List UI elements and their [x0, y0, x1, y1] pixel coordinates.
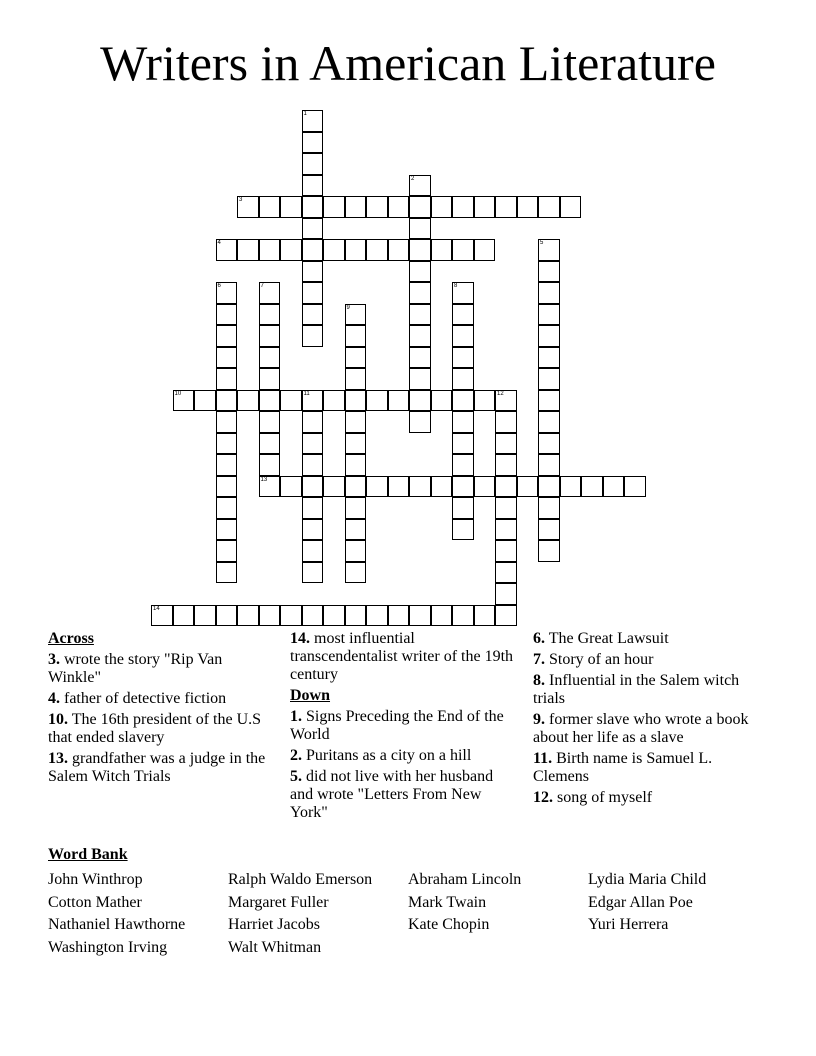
grid-cell[interactable] [259, 304, 281, 326]
grid-cell[interactable] [431, 196, 453, 218]
clue-number: 12. [533, 789, 553, 806]
clue-down-6 [533, 630, 758, 648]
word-bank-item: Harriet Jacobs [228, 916, 320, 933]
grid-cell[interactable] [409, 390, 431, 412]
word-bank-item: Edgar Allan Poe [588, 893, 693, 911]
cell-number: 7 [260, 283, 264, 289]
grid-cell[interactable] [409, 605, 431, 627]
grid-cell[interactable] [366, 196, 388, 218]
grid-cell[interactable] [302, 304, 324, 326]
clue-down-5 [290, 768, 515, 822]
grid-cell[interactable] [216, 605, 238, 627]
grid-cell[interactable] [431, 390, 453, 412]
grid-cell[interactable] [237, 390, 259, 412]
grid-cell[interactable] [409, 175, 431, 197]
grid-cell[interactable] [452, 519, 474, 541]
cell-number: 6 [217, 283, 221, 289]
grid-cell[interactable] [431, 605, 453, 627]
grid-cell[interactable] [452, 239, 474, 261]
grid-cell[interactable] [538, 304, 560, 326]
cell-number: 9 [346, 304, 350, 311]
grid-cell[interactable] [452, 476, 474, 498]
grid-cell[interactable] [538, 368, 560, 390]
clue-down-2 [290, 747, 515, 765]
grid-cell[interactable] [216, 239, 238, 261]
grid-cell[interactable] [581, 476, 603, 498]
grid-cell[interactable] [302, 476, 324, 498]
grid-cell[interactable] [560, 476, 582, 498]
grid-cell[interactable] [538, 433, 560, 455]
grid-cell[interactable] [302, 239, 324, 261]
clue-across-4 [48, 690, 268, 708]
word-bank-item: Abraham Lincoln [408, 871, 522, 888]
word-bank-column-2 [228, 869, 372, 959]
grid-cell[interactable] [302, 562, 324, 584]
clue-number: 14. [290, 630, 310, 647]
grid-cell[interactable] [345, 540, 367, 562]
clue-text: did not live with her husband and wrote "Letters From New York" [290, 768, 494, 821]
grid-cell[interactable] [259, 605, 281, 627]
clue-text: The 16th president of the U.S that ended slavery [48, 711, 262, 746]
grid-cell[interactable] [474, 605, 496, 627]
grid-cell[interactable] [452, 433, 474, 455]
cell-number: 2 [411, 175, 415, 182]
grid-cell[interactable] [538, 540, 560, 562]
grid-cell[interactable] [366, 390, 388, 412]
grid-cell[interactable] [345, 325, 367, 347]
grid-cell[interactable] [280, 196, 302, 218]
grid-cell[interactable] [345, 519, 367, 541]
grid-cell[interactable] [495, 411, 517, 433]
grid-cell[interactable] [302, 282, 324, 304]
grid-cell[interactable] [216, 497, 238, 519]
clue-number: 1. [290, 708, 302, 725]
cell-number: 13 [260, 476, 268, 483]
word-bank-item: Lydia Maria Child [588, 871, 707, 888]
grid-cell[interactable] [538, 390, 560, 412]
grid-cell[interactable] [259, 325, 281, 347]
clues-column-3 [533, 630, 758, 810]
grid-cell[interactable] [409, 261, 431, 283]
grid-cell[interactable] [302, 411, 324, 433]
clue-text: song of myself [557, 789, 653, 806]
grid-cell[interactable] [302, 175, 324, 197]
grid-cell[interactable] [323, 196, 345, 218]
across-heading: Across [48, 630, 94, 647]
grid-cell[interactable] [345, 347, 367, 369]
clue-text: The Great Lawsuit [548, 630, 669, 647]
grid-cell[interactable] [237, 196, 259, 218]
clue-number: 13. [48, 750, 68, 767]
grid-cell[interactable] [409, 411, 431, 433]
grid-cell[interactable] [495, 433, 517, 455]
grid-cell[interactable] [259, 454, 281, 476]
clue-down-1 [290, 708, 515, 744]
clue-across-3 [48, 651, 268, 687]
grid-cell[interactable] [194, 390, 216, 412]
clue-across-14 [290, 630, 515, 684]
word-bank-item: Mark Twain [408, 893, 487, 911]
grid-cell[interactable] [345, 497, 367, 519]
clue-across-13 [48, 750, 268, 786]
clue-text: former slave who wrote a book about her life as a slave [533, 711, 749, 746]
cell-number: 10 [174, 390, 182, 397]
clue-text: Signs Preceding the End of the World [290, 708, 504, 743]
grid-cell[interactable] [538, 196, 560, 218]
grid-cell[interactable] [302, 261, 324, 283]
grid-cell[interactable] [603, 476, 625, 498]
clue-text: Puritans as a city on a hill [306, 747, 472, 764]
clue-text: Birth name is Samuel L. Clemens [533, 750, 713, 785]
grid-cell[interactable] [302, 605, 324, 627]
clue-text: grandfather was a judge in the Salem Witch Trials [48, 750, 266, 785]
grid-cell[interactable] [409, 218, 431, 240]
grid-cell[interactable] [495, 583, 517, 605]
clue-down-9 [533, 711, 758, 747]
grid-cell[interactable] [302, 454, 324, 476]
grid-cell[interactable] [216, 368, 238, 390]
grid-cell[interactable] [495, 476, 517, 498]
cell-number: 3 [239, 197, 243, 203]
grid-cell[interactable] [302, 497, 324, 519]
grid-cell[interactable] [538, 261, 560, 283]
clue-number: 4. [48, 690, 60, 707]
grid-cell[interactable] [302, 153, 324, 175]
grid-cell[interactable] [538, 519, 560, 541]
grid-cell[interactable] [495, 605, 517, 627]
clues-column-1 [48, 630, 268, 789]
grid-cell[interactable] [302, 433, 324, 455]
grid-cell[interactable] [345, 433, 367, 455]
grid-cell[interactable] [495, 497, 517, 519]
grid-cell[interactable] [452, 304, 474, 326]
clues-column-2 [290, 630, 515, 825]
grid-cell[interactable] [216, 476, 238, 498]
grid-cell[interactable] [409, 325, 431, 347]
clue-down-7 [533, 651, 758, 669]
grid-cell[interactable] [216, 347, 238, 369]
grid-cell[interactable] [474, 196, 496, 218]
word-bank-item: Margaret Fuller [228, 893, 329, 911]
grid-cell[interactable] [237, 239, 259, 261]
grid-cell[interactable] [323, 390, 345, 412]
grid-cell[interactable] [431, 239, 453, 261]
grid-cell[interactable] [259, 476, 281, 498]
grid-cell[interactable] [323, 476, 345, 498]
grid-cell[interactable] [495, 540, 517, 562]
grid-cell[interactable] [409, 304, 431, 326]
clue-number: 10. [48, 711, 68, 728]
grid-cell[interactable] [366, 239, 388, 261]
grid-cell[interactable] [431, 476, 453, 498]
grid-cell[interactable] [409, 196, 431, 218]
clue-number: 8. [533, 672, 545, 689]
word-bank-heading: Word Bank [48, 846, 128, 863]
grid-cell[interactable] [151, 605, 173, 627]
grid-cell[interactable] [280, 390, 302, 412]
grid-cell[interactable] [452, 497, 474, 519]
grid-cell[interactable] [495, 196, 517, 218]
grid-cell[interactable] [173, 605, 195, 627]
grid-cell[interactable] [388, 239, 410, 261]
clue-number: 5. [290, 768, 302, 785]
grid-cell[interactable] [345, 390, 367, 412]
grid-cell[interactable] [452, 605, 474, 627]
grid-cell[interactable] [259, 433, 281, 455]
clue-down-12 [533, 789, 758, 807]
grid-cell[interactable] [452, 411, 474, 433]
grid-cell[interactable] [280, 476, 302, 498]
grid-cell[interactable] [452, 368, 474, 390]
word-bank-item: Yuri Herrera [588, 916, 669, 933]
clue-number: 6. [533, 630, 545, 647]
clue-text: Influential in the Salem witch trials [533, 672, 740, 707]
grid-cell[interactable] [345, 304, 367, 326]
word-bank-column-3 [408, 869, 521, 937]
clue-text: father of detective fiction [64, 690, 227, 707]
grid-cell[interactable] [366, 605, 388, 627]
grid-cell[interactable] [538, 454, 560, 476]
grid-cell[interactable] [302, 540, 324, 562]
grid-cell[interactable] [259, 282, 281, 304]
word-bank-column-4 [588, 869, 706, 937]
clue-number: 3. [48, 651, 60, 668]
grid-cell[interactable] [452, 196, 474, 218]
page-title: Writers in American Literature [100, 35, 716, 91]
cell-number: 4 [217, 240, 221, 246]
grid-cell[interactable] [495, 562, 517, 584]
cell-number: 5 [540, 240, 544, 246]
grid-cell[interactable] [452, 325, 474, 347]
grid-cell[interactable] [345, 196, 367, 218]
grid-cell[interactable] [345, 368, 367, 390]
grid-cell[interactable] [216, 433, 238, 455]
grid-cell[interactable] [345, 476, 367, 498]
grid-cell[interactable] [538, 476, 560, 498]
grid-cell[interactable] [517, 196, 539, 218]
word-bank-item: Walt Whitman [228, 938, 322, 956]
grid-cell[interactable] [216, 411, 238, 433]
clue-text: most influential transcendentalist writer of the 19th century [290, 630, 514, 683]
cell-number: 14 [153, 605, 160, 612]
grid-cell[interactable] [259, 239, 281, 261]
grid-cell[interactable] [388, 390, 410, 412]
grid-cell[interactable] [366, 476, 388, 498]
clue-number: 11. [533, 750, 553, 767]
cell-number: 11 [303, 390, 310, 397]
clue-number: 7. [533, 651, 545, 668]
grid-cell[interactable] [194, 605, 216, 627]
clue-down-8 [533, 672, 758, 708]
grid-cell[interactable] [409, 368, 431, 390]
clue-across-10 [48, 711, 268, 747]
grid-cell[interactable] [302, 110, 324, 132]
clue-number: 9. [533, 711, 545, 728]
grid-cell[interactable] [409, 347, 431, 369]
clue-text: Story of an hour [549, 651, 654, 668]
grid-cell[interactable] [259, 196, 281, 218]
word-bank-item: Cotton Mather [48, 893, 142, 911]
grid-cell[interactable] [538, 239, 560, 261]
grid-cell[interactable] [216, 304, 238, 326]
grid-cell[interactable] [302, 519, 324, 541]
grid-cell[interactable] [560, 196, 582, 218]
grid-cell[interactable] [259, 368, 281, 390]
grid-cell[interactable] [388, 196, 410, 218]
grid-cell[interactable] [173, 390, 195, 412]
grid-cell[interactable] [345, 454, 367, 476]
grid-cell[interactable] [452, 347, 474, 369]
word-bank-item: Washington Irving [48, 938, 168, 956]
grid-cell[interactable] [216, 540, 238, 562]
grid-cell[interactable] [538, 347, 560, 369]
word-bank-item: Ralph Waldo Emerson [228, 871, 373, 888]
grid-cell[interactable] [624, 476, 646, 498]
grid-cell[interactable] [259, 411, 281, 433]
grid-cell[interactable] [323, 239, 345, 261]
grid-cell[interactable] [259, 390, 281, 412]
grid-cell[interactable] [538, 282, 560, 304]
grid-cell[interactable] [280, 239, 302, 261]
grid-cell[interactable] [345, 239, 367, 261]
grid-cell[interactable] [302, 390, 324, 412]
cell-number: 8 [454, 283, 458, 289]
grid-cell[interactable] [302, 325, 324, 347]
cell-number: 1 [303, 111, 307, 117]
grid-cell[interactable] [323, 605, 345, 627]
grid-cell[interactable] [409, 239, 431, 261]
clue-number: 2. [290, 747, 302, 764]
grid-cell[interactable] [388, 605, 410, 627]
grid-cell[interactable] [474, 390, 496, 412]
grid-cell[interactable] [237, 605, 259, 627]
word-bank-column-1 [48, 869, 185, 959]
grid-cell[interactable] [452, 454, 474, 476]
grid-cell[interactable] [495, 519, 517, 541]
word-bank-item: Nathaniel Hawthorne [48, 916, 186, 933]
grid-cell[interactable] [388, 476, 410, 498]
grid-cell[interactable] [216, 390, 238, 412]
word-bank-item: Kate Chopin [408, 916, 490, 933]
grid-cell[interactable] [345, 562, 367, 584]
grid-cell[interactable] [302, 196, 324, 218]
grid-cell[interactable] [452, 282, 474, 304]
grid-cell[interactable] [538, 411, 560, 433]
grid-cell[interactable] [302, 218, 324, 240]
grid-cell[interactable] [216, 325, 238, 347]
grid-cell[interactable] [216, 282, 238, 304]
grid-cell[interactable] [474, 476, 496, 498]
grid-cell[interactable] [517, 476, 539, 498]
cell-number: 12 [497, 390, 504, 397]
grid-cell[interactable] [345, 411, 367, 433]
grid-cell[interactable] [280, 605, 302, 627]
grid-cell[interactable] [495, 454, 517, 476]
grid-cell[interactable] [345, 605, 367, 627]
grid-cell[interactable] [495, 390, 517, 412]
grid-cell[interactable] [452, 390, 474, 412]
grid-cell[interactable] [538, 325, 560, 347]
grid-cell[interactable] [409, 476, 431, 498]
word-bank-item: John Winthrop [48, 871, 143, 888]
grid-cell[interactable] [216, 454, 238, 476]
grid-cell[interactable] [216, 562, 238, 584]
clue-text: wrote the story "Rip Van Winkle" [48, 651, 223, 686]
grid-cell[interactable] [474, 239, 496, 261]
grid-cell[interactable] [409, 282, 431, 304]
grid-cell[interactable] [216, 519, 238, 541]
grid-cell[interactable] [302, 132, 324, 154]
grid-cell[interactable] [259, 347, 281, 369]
down-heading: Down [290, 687, 331, 704]
grid-cell[interactable] [538, 497, 560, 519]
clue-down-11 [533, 750, 758, 786]
